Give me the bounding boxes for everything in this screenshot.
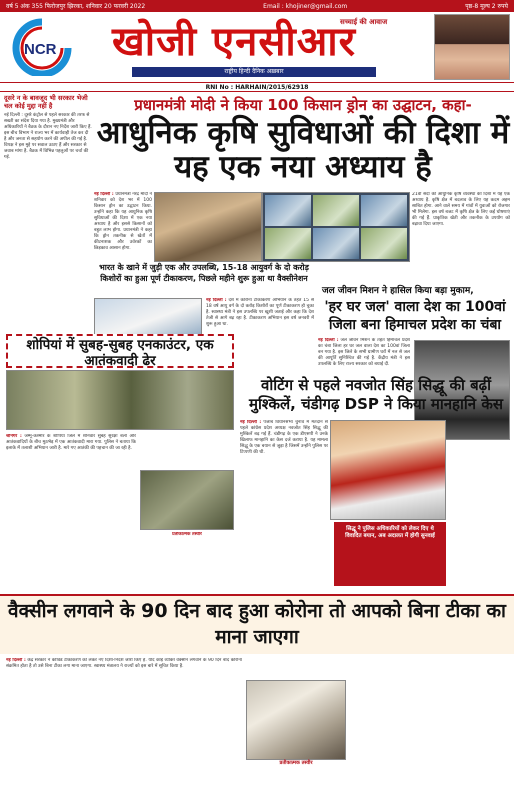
newspaper-tagline: सच्चाई की आवाज [340,18,388,26]
lead-dateline: नई दिल्ली : [94,192,114,197]
vaccination-photo [246,680,346,760]
modi-photo [154,192,262,262]
jal-story-text: जल जीवन मिशन के तहत हिमाचल प्रदेश का चंबा जिला हर घर जल वाला देश का 100वां जिला बन गया है. इस जिले के सभी ग्रामीण घरों में नल से जल की आपूर्ति सुनिश्चित की गई है. केंद्रीय मंत्री ने इस उपलब्धि के लिए राज्य सरकार को बधाई दी. [318,338,410,367]
army-patrol-photo [6,370,234,430]
ncr-logo [6,18,78,76]
masthead [0,12,514,82]
issue-bar [0,0,514,12]
shopiyan-story-body [6,434,136,590]
video-tile [265,195,311,226]
sidhu-highlight-box: सिद्धू ने पुलिस अधिकारियों को लेकर दिए थे विवादित बयान, अब अदालत में होगी सुनवाई [334,522,446,586]
vaccine-90-story-text: केंद्र सरकार ने कोविड टीकाकरण को लेकर नए दिशा-निर्देश जारी किए हैं. यदि कोई व्यक्ति वैक्सीन लगवाने के 90 दिन बाद कोरोना संक्रमित होता है तो उसे बिना टीका लगा माना जाएगा. स्वास्थ्य मंत्रालय ने राज्यों को इस बारे में सूचित किया है. [6,658,242,669]
drone-video-grid-photo [262,192,410,262]
vaccine-90-story-column-2 [350,658,510,796]
lead-column-1 [94,192,152,258]
jal-dateline: नई दिल्ली : [318,338,339,343]
sidhu-story-column-2 [450,420,510,590]
lead-headline: आधुनिक कृषि सुविधाओं की दिशा में यह एक नया अध्याय है [96,115,510,185]
sidhu-headline: वोटिंग से पहले नवजोत सिंह सिद्धू की बढ़ीं मुश्किलें, चंडीगढ़ DSP ने किया मानहानि केस [249,376,503,413]
video-tile [313,228,359,259]
left-sidebar-story [4,94,92,334]
soldier-photo [140,470,234,530]
lead-kicker: प्रधानमंत्री मोदी ने किया 100 किसान ड्रोन का उद्घाटन, कहा- [134,96,472,114]
lead-col4-text: इस वर्ष बजट में कृषि क्षेत्र के लिए कई घोषणाएं की गई हैं. प्राकृतिक खेती और तकनीक के उपयोग को बढ़ावा दिया जाएगा. [412,210,510,227]
video-tile [313,195,359,226]
shopiyan-headline: शोपियां में सुबह-सुबह एनकाउंटर, एक आतंकवादी ढेर [6,334,234,368]
lead-col3-text: 21वीं सदी की आधुनिक कृषि व्यवस्था की दिशा में यह एक अध्याय है. कृषि क्षेत्र में बदलाव के लिए यह कदम अहम साबित होगा. आने वाले समय में गांवों में युवाओं को रोजगार भी मिलेगा. [412,192,510,215]
shopiyan-story-text: जम्मू-कश्मीर के शोपियां जिले में शनिवार सुबह सुरक्षा बलों और आतंकवादियों के बीच मुठभेड़ में एक आतंकवादी मारा गया. पुलिस ने बताया कि इलाके में तलाशी अभियान जारी है. मारे गए आतंकी की पहचान की जा रही है. [6,434,136,451]
jal-headline: 'हर घर जल' वाला देश का 100वां जिला बना हिमाचल प्रदेश का चंबा [324,299,506,333]
shopiyan-photo-caption: प्रतीकात्मक तस्वीर [172,532,202,537]
video-tile [265,228,311,259]
left-story-headline: दूसरे न के बावजूद भी सरकार भेजी चल कोई मुद्दा नहीं है [4,94,88,110]
issue-info: वर्ष 5 अंक 355 फिरोजपुर झिरका, शनिवार 20 फरवरी 2022 [6,3,146,10]
video-tile [361,228,407,259]
sidhu-story-text: पंजाब विधानसभा चुनाव में मतदान से पहले कांग्रेस प्रदेश अध्यक्ष नवजोत सिंह सिद्धू की मुश्किलें बढ़ गई हैं. चंडीगढ़ के एक डीएसपी ने उनके खिलाफ मानहानि का केस दर्ज कराया है. यह मामला सिद्धू के एक बयान से जुड़ा है जिसमें उन्होंने पुलिस पर टिप्पणी की थी. [240,420,328,455]
newspaper-title: खोजी एनसीआर [112,19,357,65]
vaccination-photo-caption: प्रतीकात्मक तस्वीर [279,760,313,766]
sidhu-story-column-1 [240,420,328,590]
vaccine-90-dateline: नई दिल्ली : [6,658,26,663]
portrait-photo [434,14,510,80]
video-tile [361,195,407,226]
vaccine-story-body: देश में कोरोना टीकाकरण अभियान के तहत 15 से 18 वर्ष आयु वर्ग के दो करोड़ किशोरों का पूर्ण टीकाकरण हो चुका है. स्वास्थ्य मंत्री ने इस उपलब्धि पर खुशी जताई और कहा कि देश तेजी से आगे बढ़ रहा है. टीकाकरण अभियान इस वर्ष जनवरी में शुरू हुआ था. [206,298,314,327]
vaccine-dateline: नई दिल्ली : [206,298,227,303]
sidhu-dateline: नई दिल्ली : [240,420,262,425]
lead-column-3 [412,192,510,280]
page-price: पृष्ठ-8 मूल्य 2 रुपये [465,3,508,10]
jal-kicker: जल जीवन मिशन ने हासिल किया बड़ा मुकाम, [322,286,474,296]
teen-vaccination-headline: भारत के खाने में जुड़ी एक और उपलब्धि, 15-18 आयुवर्ग के दो करोड़ किशोरों का हुआ पूर्ण टीकाकरण, पिछले महीने शुरू हुआ था वैक्सीनेशन [99,263,309,283]
logo-text: NCR [24,41,57,58]
email-address[interactable]: Email : khojiner@gmail.com [263,2,348,10]
lead-col1-text: प्रधानमंत्री नरेंद्र मोदी ने शनिवार को देश भर में 100 किसान ड्रोन का उद्घाटन किया. उन्होंने कहा कि यह आधुनिक कृषि सुविधाओं की दिशा में एक नया अध्याय है और इससे किसानों को बहुत लाभ होगा. प्रधानमंत्री ने कहा कि ड्रोन तकनीक से खेतों में कीटनाशक और उर्वरकों का छिड़काव आसान होगा. [94,192,152,251]
shopiyan-dateline: श्रीनगर : [6,434,22,439]
newspaper-subtitle: राष्ट्रीय हिन्दी दैनिक अख़बार [132,67,376,77]
sidhu-photo [330,420,446,520]
vaccine-90-story-body [6,658,242,796]
vaccine-90-days-headline: वैक्सीन लगवाने के 90 दिन बाद हुआ कोरोना तो आपको बिना टीका का माना जाएगा [0,594,514,654]
jal-story-body [318,338,410,374]
left-story-body: नई दिल्ली : दूसरे कंट्रोल से पहले सरकार की तरफ से सख्ती का संदेश दिया गया है. मुख्यमंत्री और अधिकारियों ने बैठक के दौरान नए निर्देश जारी किए हैं. इस बीच विभाग ने राज्य भर में कार्यवाही तेज कर दी है और जनता से सहयोग करने की अपील की गई है. विपक्ष ने इस मुद्दे पर सवाल उठाए हैं और सरकार से जवाब मांगा है. बैठक में विभिन्न पहलुओं पर चर्चा की गई. [4,113,92,160]
rni-number: RNI No : HARHAIN/2015/62918 [0,82,514,92]
